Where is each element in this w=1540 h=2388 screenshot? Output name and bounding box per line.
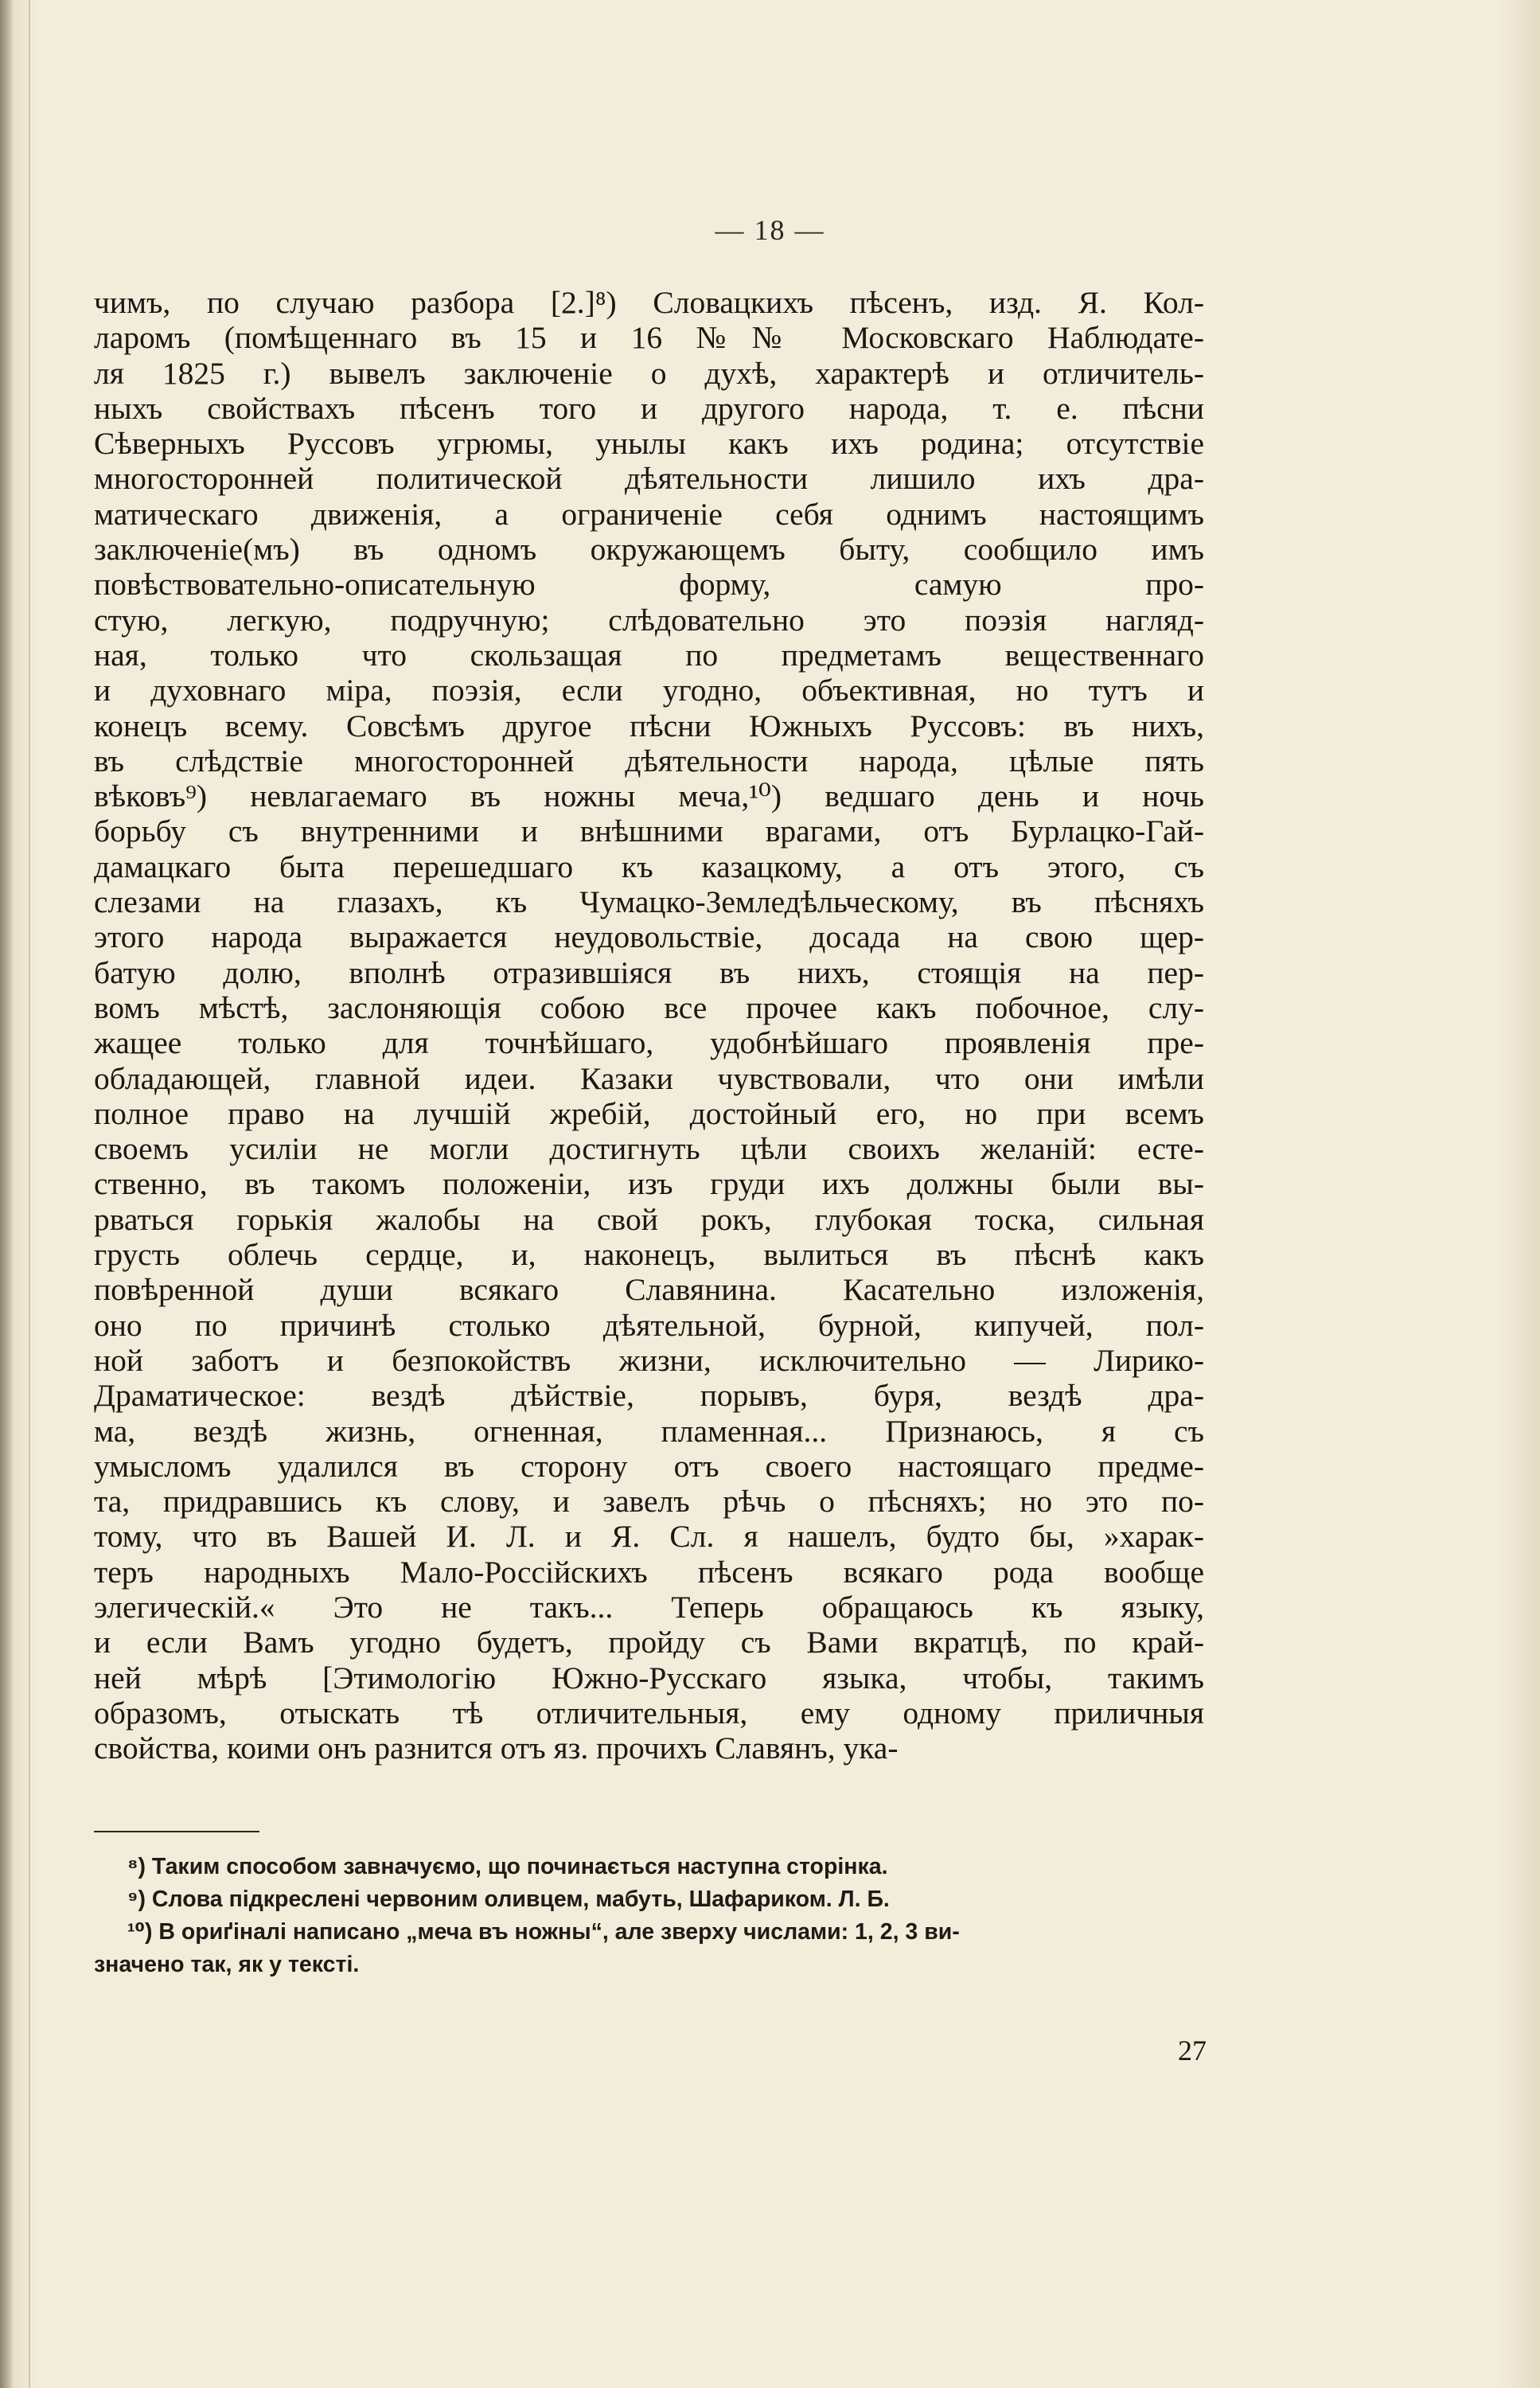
body-line: чимъ, по случаю разбора [2.]⁸) Словацкихъ пѣсенъ, изд. Я. Кол- bbox=[94, 285, 1204, 320]
body-line: ма, вездѣ жизнь, огненная, пламенная... Признаюсь, я съ bbox=[94, 1413, 1204, 1449]
body-text bbox=[94, 285, 1204, 1766]
body-line: слезами на глазахъ, къ Чумацко-Земледѣльческому, въ пѣсняхъ bbox=[94, 884, 1204, 920]
book-spine-shadow bbox=[0, 0, 13, 2388]
body-line: тому, что въ Вашей И. Л. и Я. Сл. я нашелъ, будто бы, »харак- bbox=[94, 1519, 1204, 1555]
body-line: и если Вамъ угодно будетъ, пройду съ Вами вкратцѣ, по край- bbox=[94, 1625, 1204, 1660]
body-line: та, придравшись къ слову, и завелъ рѣчь о пѣсняхъ; но это по- bbox=[94, 1484, 1204, 1520]
body-line: Сѣверныхъ Руссовъ угрюмы, унылы какъ ихъ родина; отсутствіе bbox=[94, 426, 1204, 462]
body-line: конецъ всему. Совсѣмъ другое пѣсни Южныхъ Руссовъ: въ нихъ, bbox=[94, 708, 1204, 743]
body-line: дамацкаго быта перешедшаго къ казацкому, а отъ этого, съ bbox=[94, 849, 1204, 884]
body-line: повѣствовательно-описательную форму, самую про- bbox=[94, 567, 1204, 603]
body-line: стую, легкую, подручную; слѣдовательно это поэзія нагляд- bbox=[94, 602, 1204, 638]
body-line: полное право на лучшій жребій, достойный его, но при всемъ bbox=[94, 1095, 1204, 1131]
body-line: ля 1825 г.) вывелъ заключеніе о духѣ, характерѣ и отличитель- bbox=[94, 355, 1204, 391]
body-line: вомъ мѣстѣ, заслоняющія собою все прочее какъ побочное, слу- bbox=[94, 989, 1204, 1025]
body-line: ларомъ (помѣщеннаго въ 15 и 16 №№ Московскаго Наблюдате- bbox=[94, 320, 1204, 356]
body-line: умысломъ удалился въ сторону отъ своего настоящаго предме- bbox=[94, 1448, 1204, 1484]
footer-page-number: 27 bbox=[1178, 2035, 1207, 2066]
body-line: Драматическое: вездѣ дѣйствіе, порывъ, буря, вездѣ дра- bbox=[94, 1378, 1204, 1414]
footnote-8: ⁸) Таким способом завначуємо, що починається наступна сторінка. bbox=[127, 1854, 888, 1879]
body-line: жащее только для точнѣйшаго, удобнѣйшаго проявленія пре- bbox=[94, 1025, 1204, 1061]
body-line: вѣковъ⁹) невлагаемаго въ ножны меча,¹⁰) ведшаго день и ночь bbox=[94, 778, 1204, 814]
footnotes bbox=[94, 1851, 1200, 1981]
body-line: образомъ, отыскать тѣ отличительныя, ему одному приличныя bbox=[94, 1695, 1204, 1731]
body-line: грусть облечь сердце, и, наконецъ, вылиться въ пѣснѣ какъ bbox=[94, 1237, 1204, 1273]
footnote-10: ¹⁰) В ориґіналі написано „меча въ ножны“, але зверху числами: 1, 2, 3 ви- bbox=[127, 1919, 960, 1945]
body-line: ной заботъ и безпокойствъ жизни, исключительно — Лирико- bbox=[94, 1342, 1204, 1378]
body-line: борьбу съ внутренними и внѣшними врагами, отъ Бурлацко-Гай- bbox=[94, 814, 1204, 849]
body-line: рваться горькія жалобы на свой рокъ, глубокая тоска, сильная bbox=[94, 1201, 1204, 1237]
body-line: въ слѣдствіе многосторонней дѣятельности народа, цѣлые пять bbox=[94, 743, 1204, 778]
page-edge-line bbox=[29, 0, 30, 2388]
body-line: ныхъ свойствахъ пѣсенъ того и другого народа, т. е. пѣсни bbox=[94, 390, 1204, 426]
body-line: обладающей, главной идеи. Казаки чувствовали, что они имѣли bbox=[94, 1060, 1204, 1096]
body-line: теръ народныхъ Мало-Россійскихъ пѣсенъ всякаго рода вообще bbox=[94, 1554, 1204, 1590]
body-line: ственно, въ такомъ положеніи, изъ груди ихъ должны были вы- bbox=[94, 1166, 1204, 1202]
body-line: оно по причинѣ столько дѣятельной, бурной, кипучей, пол- bbox=[94, 1307, 1204, 1343]
body-line: свойства, коими онъ разнится отъ яз. прочихъ Славянъ, ука- bbox=[94, 1731, 899, 1766]
body-line: элегическій.« Это не такъ... Теперь обращаюсь къ языку, bbox=[94, 1589, 1204, 1625]
body-line: этого народа выражается неудовольствіе, досада на свою щер- bbox=[94, 919, 1204, 955]
header-page-number: — 18 — bbox=[715, 214, 825, 246]
footnote-separator bbox=[94, 1831, 259, 1832]
footnote-10-continuation: значено так, як у тексті. bbox=[94, 1952, 360, 1977]
body-line: своемъ усиліи не могли достигнуть цѣли своихъ желаній: есте- bbox=[94, 1131, 1204, 1167]
body-line: ней мѣрѣ [Этимологію Южно-Русскаго языка, чтобы, такимъ bbox=[94, 1660, 1204, 1695]
body-line: ная, только что скользащая по предметамъ вещественнаго bbox=[94, 637, 1204, 673]
body-line: повѣренной души всякаго Славянина. Касательно изложенія, bbox=[94, 1272, 1204, 1308]
body-line: многосторонней политической дѣятельности лишило ихъ дра- bbox=[94, 461, 1204, 497]
body-line: батую долю, вполнѣ отразившіяся въ нихъ, стоящія на пер- bbox=[94, 954, 1204, 990]
footnote-9: ⁹) Слова підкреслені червоним оливцем, мабуть, Шафариком. Л. Б. bbox=[127, 1887, 890, 1912]
body-line: и духовнаго міра, поэзія, если угодно, объективная, но тутъ и bbox=[94, 673, 1204, 708]
body-line: заключеніе(мъ) въ одномъ окружающемъ быту, сообщило имъ bbox=[94, 532, 1204, 568]
body-line: матическаго движенія, а ограниченіе себя однимъ настоящимъ bbox=[94, 496, 1204, 532]
